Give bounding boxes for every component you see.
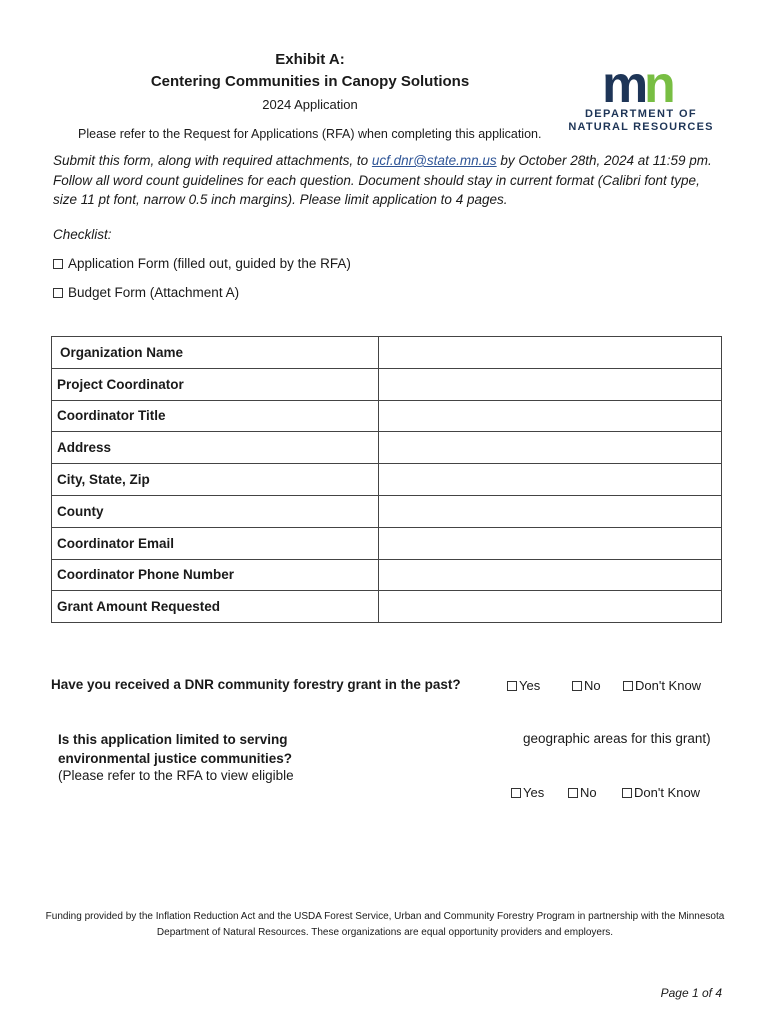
checklist-item-label: Budget Form (Attachment A) bbox=[68, 285, 240, 300]
grant-amount-field[interactable] bbox=[379, 591, 722, 623]
option-label: Yes bbox=[519, 678, 541, 693]
email-link[interactable]: ucf.dnr@state.mn.us bbox=[371, 153, 497, 168]
logo-letter-m: m bbox=[602, 66, 646, 114]
ej-option-yes[interactable] bbox=[511, 785, 544, 800]
row-label: Coordinator Phone Number bbox=[52, 559, 379, 591]
row-label: Grant Amount Requested bbox=[52, 591, 379, 623]
table-row bbox=[52, 591, 722, 623]
option-label: Yes bbox=[523, 785, 545, 800]
ej-communities-question bbox=[58, 730, 292, 768]
prior-grant-option-dont-know[interactable] bbox=[623, 678, 701, 693]
checklist-item-application-form[interactable] bbox=[53, 256, 351, 271]
table-row bbox=[52, 400, 722, 432]
checkbox[interactable] bbox=[568, 788, 578, 798]
coordinator-title-field[interactable] bbox=[379, 400, 722, 432]
logo-letter-n: n bbox=[644, 66, 676, 114]
table-row bbox=[52, 464, 722, 496]
organization-name-field[interactable] bbox=[379, 337, 722, 369]
address-field[interactable] bbox=[379, 432, 722, 464]
question-line: environmental justice communities? bbox=[58, 751, 293, 766]
row-label: County bbox=[52, 495, 379, 527]
question-line: Is this application limited to serving bbox=[58, 732, 288, 747]
instructions-text-after: by October 28th, 2024 at 11:59 pm. Follow all word count guidelines for each question. Document should stay in current format (Calibri font type, size 11 pt font, narrow 0.5 inch margins). Please limit application to 4 pages. bbox=[53, 153, 712, 207]
document-title: Centering Communities in Canopy Solutions bbox=[150, 73, 470, 90]
option-label: No bbox=[584, 678, 601, 693]
row-label: Coordinator Email bbox=[52, 527, 379, 559]
ej-note-part2: geographic areas for this grant) bbox=[523, 731, 711, 746]
table-row bbox=[52, 527, 722, 559]
document-subtitle: 2024 Application bbox=[262, 97, 358, 112]
logo-text-natural-resources: NATURAL RESOURCES bbox=[568, 121, 714, 133]
checkbox[interactable] bbox=[53, 288, 63, 298]
submission-instructions bbox=[53, 151, 723, 210]
checkbox[interactable] bbox=[511, 788, 521, 798]
logo-text-department: DEPARTMENT OF bbox=[584, 108, 698, 120]
table-row bbox=[52, 559, 722, 591]
ej-option-dont-know[interactable] bbox=[622, 785, 700, 800]
table-row bbox=[52, 337, 722, 369]
prior-grant-option-no[interactable] bbox=[572, 678, 601, 693]
option-label: No bbox=[580, 785, 597, 800]
option-label: Don't Know bbox=[635, 678, 702, 693]
county-field[interactable] bbox=[379, 495, 722, 527]
row-label: Coordinator Title bbox=[52, 400, 379, 432]
coordinator-phone-field[interactable] bbox=[379, 559, 722, 591]
row-label: Project Coordinator bbox=[52, 368, 379, 400]
checklist-item-budget-form[interactable] bbox=[53, 285, 239, 300]
checkbox[interactable] bbox=[623, 681, 633, 691]
ej-note-part1: (Please refer to the RFA to view eligible bbox=[58, 768, 294, 783]
table-row bbox=[52, 495, 722, 527]
checklist-item-label: Application Form (filled out, guided by the RFA) bbox=[68, 256, 351, 271]
row-label: Organization Name bbox=[52, 337, 379, 369]
row-label: Address bbox=[52, 432, 379, 464]
prior-grant-question: Have you received a DNR community forestry grant in the past? bbox=[51, 677, 461, 692]
row-label: City, State, Zip bbox=[52, 464, 379, 496]
project-coordinator-field[interactable] bbox=[379, 368, 722, 400]
checklist-label: Checklist: bbox=[53, 227, 112, 242]
table-row bbox=[52, 432, 722, 464]
option-label: Don't Know bbox=[634, 785, 701, 800]
prior-grant-option-yes[interactable] bbox=[507, 678, 540, 693]
checkbox[interactable] bbox=[622, 788, 632, 798]
checkbox[interactable] bbox=[53, 259, 63, 269]
checkbox[interactable] bbox=[507, 681, 517, 691]
city-state-zip-field[interactable] bbox=[379, 464, 722, 496]
page-number: Page 1 of 4 bbox=[660, 986, 722, 1000]
coordinator-email-field[interactable] bbox=[379, 527, 722, 559]
table-row bbox=[52, 368, 722, 400]
instructions-text-before: Submit this form, along with required attachments, to bbox=[53, 153, 372, 168]
exhibit-label: Exhibit A: bbox=[275, 51, 345, 68]
rfa-reference-note: Please refer to the Request for Applications (RFA) when completing this application. bbox=[78, 127, 542, 141]
ej-option-no[interactable] bbox=[568, 785, 597, 800]
checkbox[interactable] bbox=[572, 681, 582, 691]
organization-info-table bbox=[51, 336, 722, 623]
funding-footer: Funding provided by the Inflation Reduction Act and the USDA Forest Service, Urban and Community Forestry Program in partnership with the Minnesota Department of Natural Resources. These organizations are equal opportunity providers and employers. bbox=[45, 911, 725, 938]
